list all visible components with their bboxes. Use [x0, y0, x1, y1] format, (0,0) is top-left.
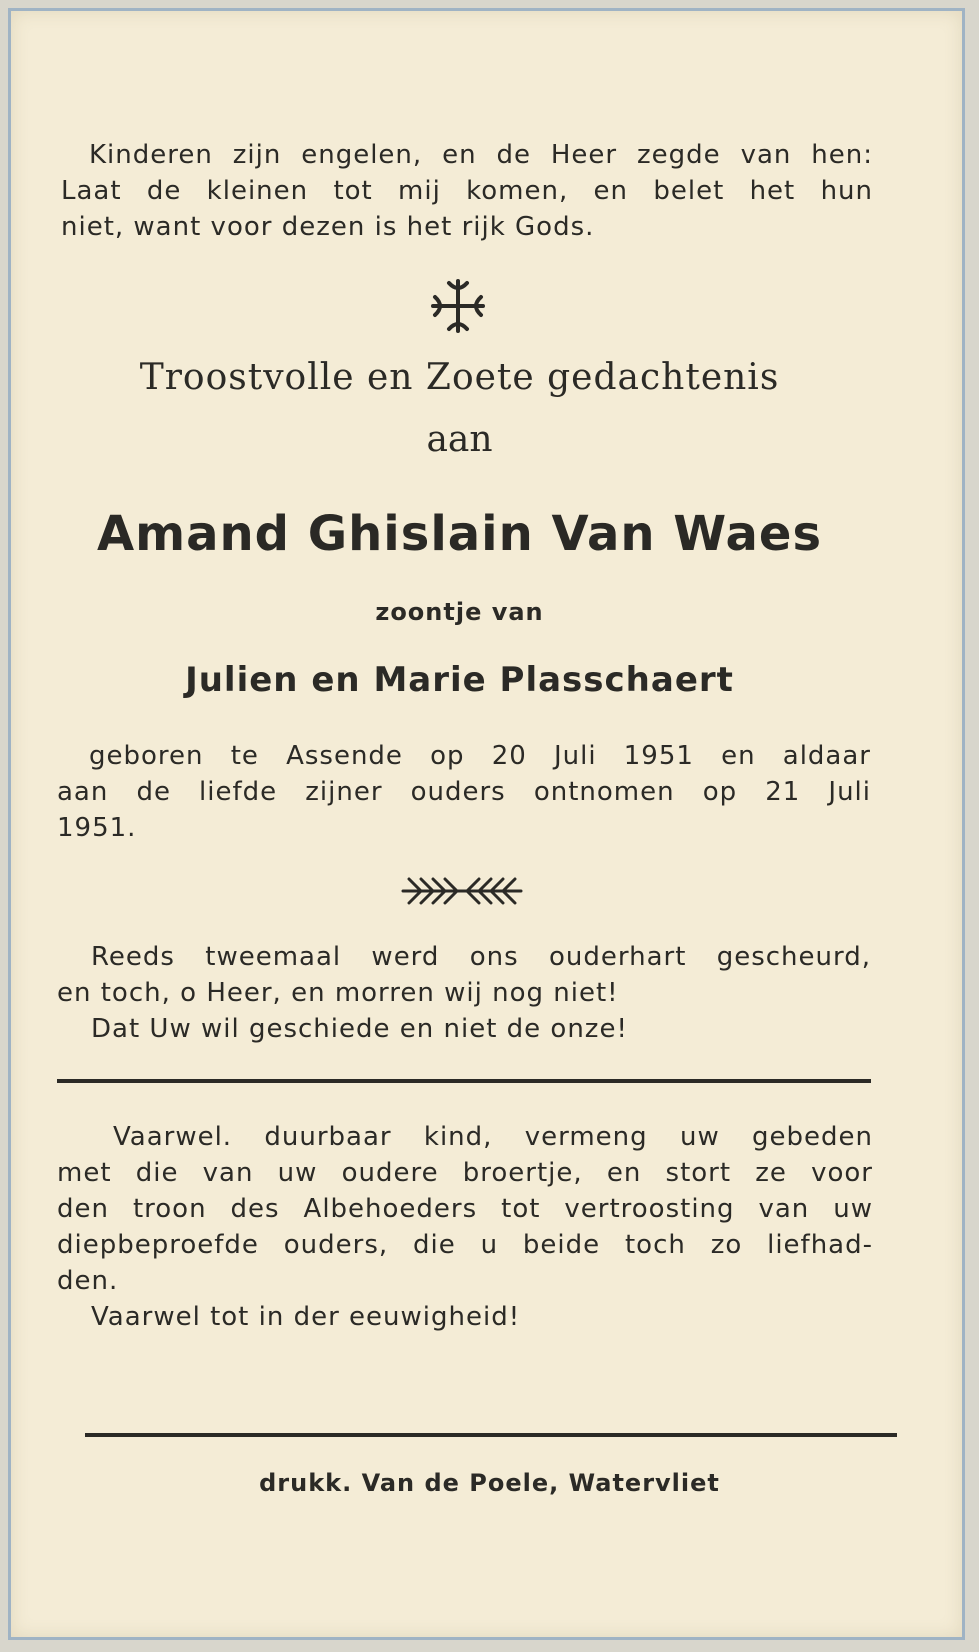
- lament-line: Dat Uw wil geschiede en niet de onze!: [91, 1014, 628, 1044]
- memorial-card: [8, 8, 965, 1640]
- birth-death-text: [57, 738, 871, 846]
- farewell-line: Vaarwel tot in der eeuwigheid!: [91, 1302, 521, 1332]
- farewell-line: Vaarwel. duurbaar kind, vermeng uw gebeden: [113, 1122, 873, 1152]
- deceased-name: Amand Ghislain Van Waes: [96, 506, 823, 562]
- farewell-line: diepbeproefde ouders, die u beide toch zo liefhad-: [57, 1230, 873, 1260]
- heading-line: Troostvolle en Zoete gedachtenis: [139, 357, 780, 398]
- farewell-line: met die van uw oudere broertje, en stort ze voor: [57, 1158, 873, 1188]
- lament-line: Reeds tweemaal werd ons ouderhart gescheurd,: [91, 942, 871, 972]
- wheat-sheaf-icon: [399, 873, 525, 909]
- opening-verse-line: Laat de kleinen tot mij komen, en belet het hun: [61, 176, 873, 206]
- printer-credit: drukk. Van de Poele, Watervliet: [259, 1469, 720, 1497]
- farewell-line: den troon des Albehoeders tot vertroosting van uw: [57, 1194, 873, 1224]
- cross-icon: [429, 277, 487, 335]
- birth-death-line: aan de liefde zijner ouders ontnomen op 21 Juli: [57, 777, 871, 807]
- footer-rule: [85, 1433, 897, 1437]
- divider-rule: [57, 1079, 871, 1083]
- heading: [11, 355, 908, 463]
- lament-verse: [57, 939, 871, 1047]
- opening-verse: [61, 137, 873, 245]
- farewell-line: den.: [57, 1266, 119, 1296]
- birth-death-line: geboren te Assende op 20 Juli 1951 en aldaar: [89, 741, 871, 771]
- relation-text: zoontje van: [375, 598, 544, 626]
- opening-verse-line: niet, want voor dezen is het rijk Gods.: [61, 212, 595, 242]
- lament-line: en toch, o Heer, en morren wij nog niet!: [57, 978, 619, 1008]
- birth-death-line: 1951.: [57, 813, 137, 843]
- opening-verse-line: Kinderen zijn engelen, en de Heer zegde van hen:: [89, 140, 873, 170]
- heading-line: aan: [426, 419, 493, 460]
- parents-name: Julien en Marie Plasschaert: [185, 660, 734, 700]
- farewell-text: [57, 1119, 873, 1335]
